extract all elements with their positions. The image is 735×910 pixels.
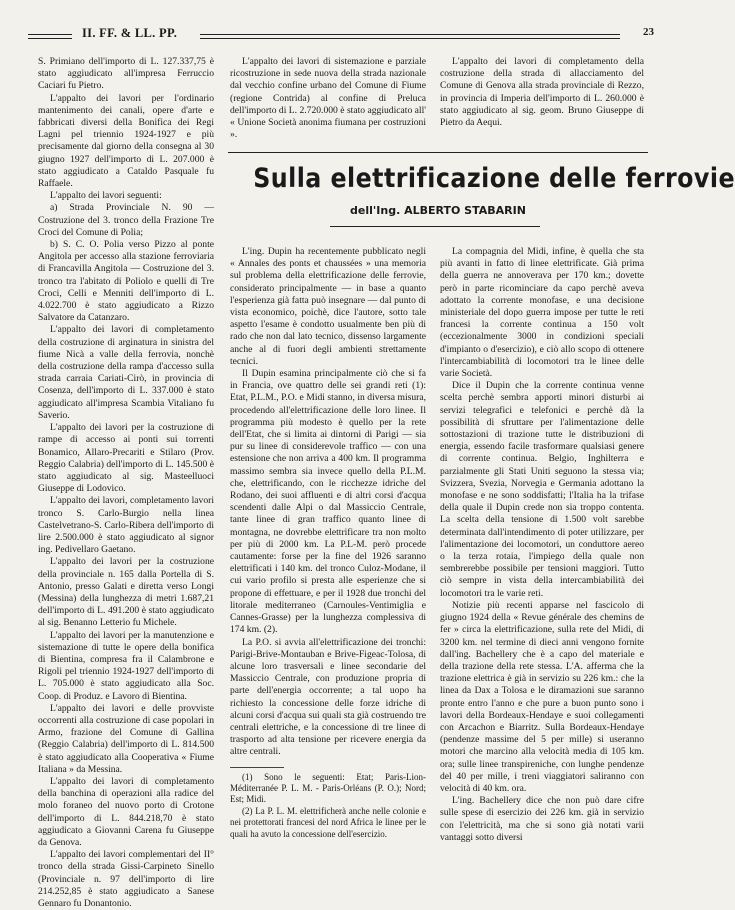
footnote: (1) Sono le seguenti: Etat; Paris-Lion-Méditerranée P. L. M. - Paris-Orléans (P. O.); Nord; Est; Midi. xyxy=(230,771,426,805)
journal-title: II. FF. & LL. PP. xyxy=(82,26,178,40)
notice-paragraph: L'appalto dei lavori e delle provviste occorrenti alla costruzione di case popolari in Armo, frazione del Comune di Gallina (Reggio Calabria) dell'importo di L. 814.500 è stato aggiudicato alla Cooperativa « Fiume Italiana » da Messina. xyxy=(38,702,214,775)
notice-paragraph: L'appalto dei lavori, completamento lavori tronco S. Carlo-Burgio nella linea Castelvetrano-S. Carlo-Ribera dell'importo di lire 2.500.000 è stato aggiudicato al signor ing. Pedivellaro Gaetano. xyxy=(38,495,214,556)
article-paragraph: L'ing. Dupin ha recentemente pubblicato negli « Annales des ponts et chaussées » una memoria sul problema della elettrificazione delle ferrovie, considerato principalmente — in base a quanto l'esperienza già fatta può insegnare — dal punto di vista economico, poichè, dice l'autore, sotto tale aspetto l'esame è condotto usualmente ben più di rado che non dal lato tecnico, dissenso largamente anche al di fuori degli ambienti strettamente tecnici. xyxy=(230,246,426,367)
notice-paragraph: L'appalto dei lavori per la costruzione di rampe di accesso ai ponti sui torrenti Bonamico, Allaro-Precariti e Stilaro (Prov. Reggio Calabria) dell'importo di L. 145.500 è stato aggiudicato al sig. Masteelluoci Giuseppe di Lodovico. xyxy=(38,422,214,495)
title-top-rule xyxy=(228,152,648,153)
article-column-left xyxy=(230,246,426,840)
footnote-rule xyxy=(230,767,284,768)
header-rule-right xyxy=(200,34,620,39)
article-paragraph: Dice il Dupin che la corrente continua venne scelta perchè sembra apporti minori disturbi ai servizi telegrafici e telefonici e perchè dà la possibilità di sfruttare per l'alimentazione delle sottostazioni di trazione tutte le distribuzioni di energia, essendo facile trasformare qualsiasi genere di corrente continua. Belgio, Inghilterra e parzialmente gli Stati Uniti seguono la stessa via; Svizzera, Svezia, Norvegia e Germania adottano la monofase e ne sono soddisfatti; l'Italia ha la trifase della quale il Dupin crede non sia troppo contenta. La scelta della tensione di 1.500 volt sarebbe determinata dall'intendimento di poter utilizzare, per l'alimentazione dei locomotori, un conduttore aereo o la terza rotaia, l'impiego della quale non sembrerebbe possibile per tensioni maggiori. Tutto ciò sempre in vista della intercambiabilità dei locomotori tra le varie reti. xyxy=(440,380,644,599)
notice-item: a) Strada Provinciale N. 90 — Costruzione del 3. tronco della Frazione Tre Croci del Comune di Polia; xyxy=(38,202,214,238)
byline-bottom-rule xyxy=(330,226,540,227)
notice-paragraph: L'appalto dei lavori per l'ordinario mantenimento dei canali, opere d'arte e fabbricati diversi della Bonifica dei Regi Lagni pel triennio 1924-1927 e più precisamente dal giorno della consegna al 30 giugno 1927 dell'importo di L. 207.000 è stato aggiudicato a Cataldo Pasquale fu Raffaele. xyxy=(38,92,214,190)
page-number: 23 xyxy=(643,26,654,38)
article-paragraph: Notizie più recenti apparse nel fascicolo di giugno 1924 della « Revue générale des chemins de fer » circa la elettrificazione, sulla rete del Midi, di 3200 km. nel termine di dieci anni vengono fornite dall'ing. Bachellery che è a capo del materiale e della trazione della rete stessa. L'A. afferma che la trazione elettrica è già in servizio su 226 km.: che la linea da Dax a Tolosa e le diramazioni sue saranno pronte entro l'anno e che pure a buon punto sono i lavori della Bordeaux-Hendaye e suoi collegamenti con Arcachon e Biarritz. Sulla Bordeaux-Hendaye (pendenze massime del 5 per mille) si useranno motori che marcino alla velocità media di 105 km. ora; sulle linee transpireniche, con lunghe pendenze del 40 per mille, i treni viaggiatori saliranno con velocità di 40 km. ora. xyxy=(440,599,644,794)
column-notice-fiume xyxy=(230,56,426,141)
footnote: (2) La P. L. M. elettrificherà anche nelle colonie e nei protettorati francesi del nord Africa le linee per le quali ha avuto la concessione dell'esercizio. xyxy=(230,805,426,839)
notice-paragraph: L'appalto dei lavori complementari del II° tronco della strada Gissi-Carpineto Sinello (Provinciale n. 97 dell'importo di lire 214.252,85 è stato aggiudicato a Sanese Gennaro fu Donantonio. xyxy=(38,849,214,910)
notice-paragraph: L'appalto dei lavori di completamento della banchina di operazioni alla radice del molo foraneo del nuovo porto di Crotone dell'importo di L. 844.218,70 è stato aggiudicato a Giovanni Carena fu Giuseppe da Genova. xyxy=(38,775,214,848)
article-paragraph: Il Dupin esamina principalmente ciò che si fa in Francia, ove quattro delle sei grandi reti (1): Etat, P.L.M., P.O. e Midi stanno, in diversa misura, procedendo all'elettrificazione delle loro linee. Il programma più modesto è quello per la rete dell'Etat, che si limita ai dintorni di Parigi — sia pur su linee di considerevole traffico — con una estensione che non arriva a 400 km. Il programma massimo sembra sia invece quello della P.L.M. che, elettrificando, con le ricchezze idriche del Rodano, dei suoi affluenti e di altri corsi d'acqua scendenti dalle Alpi o dal Massiccio Centrale, tante linee di gran traffico quanto linee di montagna, ne dovrebbe elettrificare tra non molto per più di 2000 km. La P.L-M. però procede cautamente: forse per la fine del 1926 saranno elettrificati i 140 km. del tronco Culoz-Modane, il cui vario profilo si presta alle esperienze che si propone di effettuare, e per il 1928 due tronchi del litorale mediterraneo (Carnoules-Ventimiglia e Cannes-Grasse) per la lunghezza complessiva di 174 km. (2). xyxy=(230,368,426,636)
notice-paragraph: L'appalto dei lavori per la manutenzione e sistemazione di tutte le opere della bonifica di Bientina, compresa fra il Calambrone e Rigoli pel triennio 1924-1927 dell'importo di L. 705.000 è stato aggiudicato alla Soc. Coop. di Produz. e Lavoro di Bientina. xyxy=(38,629,214,702)
column-procurement-notices xyxy=(38,56,214,910)
article-paragraph: La compagnia del Midi, infine, è quella che sta più avanti in fatto di linee elettrificate. Già prima della guerra ne annoverava per 170 km.; dovette però in parte ricominciare da capo perchè aveva adottato la corrente monofase, e una decisione ministeriale del dopo guerra impose per tutte le reti francesi la corrente continua a 150 volt (eccezionalmente 3000 in condizioni speciali d'impianto o d'esercizio), e ciò allo scopo di ottenere l'intercambiabilità di locomotori tra le linee delle varie Società. xyxy=(440,246,644,380)
notice-paragraph: L'appalto dei lavori di sistemazione e parziale ricostruzione in sede nuova della strada nazionale dal vecchio confine urbano del Comune di Fiume (regione Contrida) al confine di Preluca dell'importo di L. 2.720.000 è stato aggiudicato all' « Unione Società anonima fiumana per costruzioni ». xyxy=(230,56,426,141)
article-column-right xyxy=(440,246,644,844)
article-paragraph: La P.O. si avvia all'elettrificazione dei tronchi: Parigi-Brive-Montauban e Brive-Figeac-Tolosa, di alcune loro trasversali e linee secondarie del Massiccio Centrale, con produzione propria di parte dell'energia occorrente; a tal uopo ha richiesto la concessione delle forze idriche di alcuni corsi d'acqua sui quali sta già costruendo tre centrali elettriche, e la concessione di tre linee di trasporto ad alta tensione per ricevere energia da altre centrali. xyxy=(230,636,426,758)
notice-paragraph: L'appalto dei lavori seguenti: xyxy=(50,190,162,202)
notice-paragraph: S. Primiano dell'importo di L. 127.337,75 è stato aggiudicato all'impresa Ferruccio Caciari fu Pietro. xyxy=(38,56,214,92)
notice-paragraph: L'appalto dei lavori di completamento della costruzione della strada di allacciamento del Comune di Genova alla strada provinciale di Rezzo, in provincia di Imperia dell'importo di L. 260.000 è stato aggiudicato al sig. geom. Bruno Giuseppe di Pietro da Aequi. xyxy=(440,56,644,129)
notice-paragraph: L'appalto dei lavori di completamento della costruzione di arginatura in sinistra del fiume Nicà a valle della ferrovia, nonchè della costruzione della rampa d'accesso sulla strada carraia Cariati-Cirò, in provincia di Cosenza, dell'importo di L. 337.000 è stato aggiudicato all'impresa Scambia Vitaliano fu Saverio. xyxy=(38,324,214,421)
column-notice-genova xyxy=(440,56,644,129)
header-rule-left xyxy=(28,34,72,39)
footnotes xyxy=(230,767,426,840)
notice-item: b) S. C. O. Polia verso Pizzo al ponte Angitola per accesso alla stazione ferroviaria di Francavilla Angitola — Costruzione del 3. tronco tra l'abitato di Poliolo e quelli di Tre Croci, Celli e Menniti dell'importo di L. 4.022.700 è stato aggiudicato a Rizzo Salvatore da Catanzaro. xyxy=(38,239,214,324)
article-byline: dell'Ing. ALBERTO STABARIN xyxy=(350,204,526,217)
notice-paragraph: L'appalto dei lavori per la costruzione della provinciale n. 165 dalla Portella di S. Antonio, presso Galati e diretta verso Longi (Messina) della lunghezza di metri 1.687,21 dell'importo di L. 491.200 è stato aggiudicato al sig. Benanno Letterio fu Michele. xyxy=(38,556,214,629)
article-paragraph: L'ing. Bachellery dice che non può dare cifre sulle spese di esercizio dei 226 km. già in servizio con l'elettricità, ma che si sono già notati varii vantaggi sotto diversi xyxy=(440,795,644,843)
article-title: Sulla elettrificazione delle ferrovie xyxy=(253,163,735,194)
